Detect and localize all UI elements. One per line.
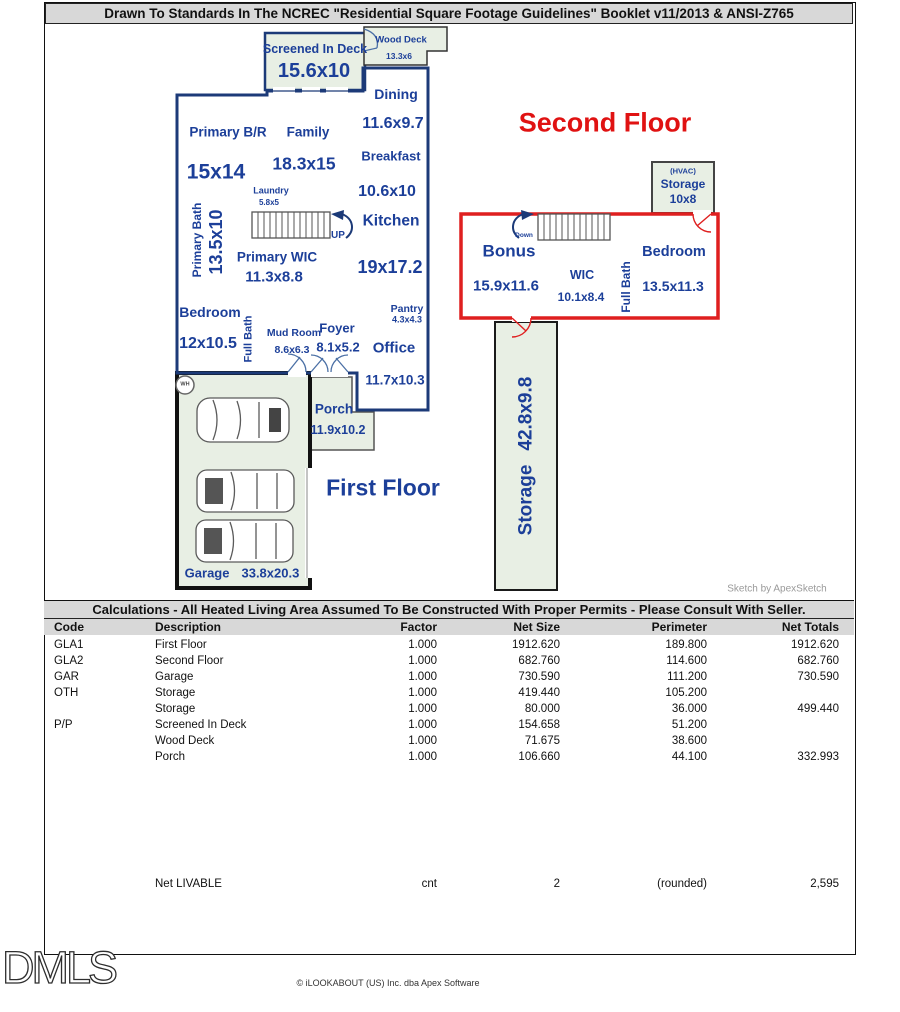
- table-header-row: [44, 619, 854, 635]
- cell-perimeter: 105.200: [665, 687, 707, 699]
- cell-net-size: 80.000: [524, 703, 560, 715]
- cell-description: Garage: [155, 671, 194, 683]
- calculations-table: [44, 600, 854, 954]
- col-code: Code: [54, 620, 84, 634]
- sketch-credit: Sketch by ApexSketch: [727, 583, 827, 595]
- room-dims-office: 11.7x10.3: [365, 372, 425, 388]
- cell-code: P/P: [54, 719, 73, 731]
- cell-net-totals: 682.760: [797, 655, 839, 667]
- room-label-bonus: Bonus: [482, 241, 536, 261]
- cell-description: First Floor: [155, 639, 207, 651]
- dmls-watermark: [0, 938, 140, 998]
- cell-net-totals: 499.440: [797, 703, 839, 715]
- room-label-wood-deck: Wood Deck: [375, 34, 427, 46]
- cell-description: Screened In Deck: [155, 719, 247, 731]
- cell-net-totals: 1912.620: [791, 639, 839, 651]
- room-dims-laundry: 5.8x5: [258, 198, 280, 207]
- room-dims-foyer: 8.1x5.2: [316, 339, 360, 355]
- first-floor-title: First Floor: [326, 474, 440, 501]
- calculations-title: Calculations - All Heated Living Area Assumed To Be Constructed With Proper Permits - Please Consult With Seller.: [44, 601, 854, 619]
- net-livable-count: 2: [553, 878, 560, 890]
- net-livable-total: 2,595: [810, 878, 839, 890]
- room-dims-wood-deck: 13.3x6: [386, 50, 412, 61]
- cell-perimeter: 38.600: [671, 735, 707, 747]
- cell-description: Storage: [155, 687, 196, 699]
- room-label-storage-tall: [517, 377, 536, 536]
- col-factor: Factor: [400, 620, 437, 634]
- room-dims-primary-bath: 13.5x10: [206, 209, 226, 275]
- cell-code: GLA2: [54, 655, 84, 667]
- room-dims-screened-in-deck: 15.6x10: [277, 60, 351, 82]
- cell-code: [54, 733, 155, 749]
- cell-description: Porch: [155, 751, 186, 763]
- cell-code: [54, 701, 155, 717]
- table-row: [44, 717, 854, 733]
- room-label-hvac-storage: Storage: [660, 177, 706, 191]
- room-label-kitchen: Kitchen: [362, 212, 420, 230]
- up-label: UP: [331, 230, 345, 241]
- cell-perimeter: 51.200: [671, 719, 707, 731]
- table-body: [44, 637, 854, 892]
- cell-net-totals: [707, 685, 839, 701]
- cell-net-size: 1912.620: [512, 639, 560, 651]
- cell-factor: 1.000: [408, 703, 437, 715]
- room-label-porch: Porch: [314, 401, 354, 417]
- standards-header: Drawn To Standards In The NCREC "Residential Square Footage Guidelines" Booklet v11/2013 & ANSI-Z765: [45, 3, 853, 24]
- room-label-primary-br: Primary B/R: [189, 124, 267, 140]
- room-label-screened-in-deck: Screened In Deck: [262, 41, 368, 56]
- garage-door-opening: [305, 468, 314, 578]
- table-row: [44, 733, 854, 749]
- table-row: [44, 669, 854, 685]
- room-dims-hvac-storage: 10x8: [669, 192, 697, 206]
- cell-factor: 1.000: [408, 719, 437, 731]
- cell-factor: 1.000: [408, 671, 437, 683]
- cell-factor: 1.000: [408, 735, 437, 747]
- cell-factor: 1.000: [408, 751, 437, 763]
- cell-perimeter: 36.000: [671, 703, 707, 715]
- cell-code: [54, 876, 155, 892]
- car-icon: [196, 520, 293, 562]
- net-livable-rounded: (rounded): [657, 878, 707, 890]
- room-label-office: Office: [372, 339, 416, 357]
- cell-code: GAR: [54, 671, 79, 683]
- room-dims-family: 18.3x15: [272, 153, 336, 174]
- cell-net-size: 682.760: [518, 655, 560, 667]
- cell-factor: 1.000: [408, 639, 437, 651]
- second-floor-title: Second Floor: [518, 107, 692, 138]
- garage-name: Garage: [184, 565, 230, 581]
- cell-code: GLA1: [54, 639, 84, 651]
- col-description: Description: [155, 620, 222, 634]
- hvac-tag: (HVAC): [670, 166, 696, 176]
- col-perimeter: Perimeter: [651, 620, 707, 634]
- room-label-breakfast: Breakfast: [361, 148, 421, 164]
- cell-net-totals: [707, 717, 839, 733]
- cell-net-size: 154.658: [518, 719, 560, 731]
- table-row: [44, 685, 854, 701]
- garage-dims: 33.8x20.3: [241, 565, 300, 581]
- storage-tall-name: Storage: [515, 464, 537, 536]
- cell-factor: 1.000: [408, 655, 437, 667]
- room-dims-pantry: 4.3x4.3: [391, 314, 423, 325]
- net-livable-factor: cnt: [421, 878, 437, 890]
- col-net-size: Net Size: [513, 620, 560, 634]
- room-label-family: Family: [286, 124, 330, 140]
- room-dims-primary-br: 15x14: [186, 160, 246, 184]
- cell-net-size: 71.675: [524, 735, 560, 747]
- water-heater-label: WH: [180, 381, 190, 388]
- room-dims-primary-wic: 11.3x8.8: [245, 268, 303, 286]
- room-label-bedroom-first: Bedroom: [179, 304, 241, 320]
- cell-net-size: 106.660: [518, 751, 560, 763]
- cell-net-totals: 730.590: [797, 671, 839, 683]
- room-dims-breakfast: 10.6x10: [358, 183, 416, 200]
- room-dims-bonus: 15.9x11.6: [473, 277, 539, 295]
- net-livable-row: [44, 876, 854, 892]
- cell-perimeter: 114.600: [666, 655, 707, 667]
- cell-description: Wood Deck: [155, 735, 215, 747]
- room-dims-bedroom-second: 13.5x11.3: [642, 278, 704, 294]
- cell-net-size: 419.440: [518, 687, 560, 699]
- room-label-foyer: Foyer: [319, 320, 355, 336]
- room-label-mud-room: Mud Room: [266, 326, 322, 339]
- down-label: Down: [515, 231, 533, 239]
- room-dims-wic-second: 10.1x8.4: [557, 290, 605, 304]
- room-label-dining: Dining: [374, 86, 418, 102]
- room-label-garage: [185, 567, 300, 580]
- room-label-bedroom-second: Bedroom: [642, 243, 706, 260]
- room-label-full-bath-first: Full Bath: [242, 315, 255, 363]
- cell-net-totals: [707, 733, 839, 749]
- stairs-second-floor: [538, 214, 610, 240]
- car-icon: [197, 398, 289, 442]
- cell-net-size: 730.590: [518, 671, 560, 683]
- room-dims-mud-room: 8.6x6.3: [274, 343, 310, 356]
- table-row: [44, 701, 854, 717]
- cell-factor: 1.000: [408, 687, 437, 699]
- room-label-primary-bath: Primary Bath: [190, 202, 204, 278]
- room-label-full-bath-second: Full Bath: [619, 261, 633, 313]
- window-icons: [273, 87, 348, 95]
- room-dims-kitchen: 19x17.2: [357, 257, 423, 277]
- room-dims-bedroom-first: 12x10.5: [179, 335, 237, 352]
- room-label-laundry: Laundry: [253, 185, 289, 196]
- cell-perimeter: 44.100: [671, 751, 707, 763]
- stairs-first-floor: [252, 212, 330, 238]
- table-row: [44, 749, 854, 765]
- room-label-pantry: Pantry: [390, 302, 424, 315]
- cell-perimeter: 111.200: [667, 671, 707, 683]
- room-label-primary-wic: Primary WIC: [236, 249, 318, 265]
- cell-description: Second Floor: [155, 655, 224, 667]
- copyright-footer: © iLOOKABOUT (US) Inc. dba Apex Software: [296, 978, 480, 988]
- cell-net-totals: 332.993: [797, 751, 839, 763]
- cell-code: OTH: [54, 687, 79, 699]
- net-livable-label: Net LIVABLE: [155, 878, 222, 890]
- cell-code: [54, 749, 155, 765]
- car-icon: [197, 470, 294, 512]
- storage-tall-dims: 42.8x9.8: [515, 376, 537, 451]
- table-row: [44, 637, 854, 653]
- col-net-totals: Net Totals: [781, 620, 839, 634]
- cell-perimeter: 189.800: [665, 639, 707, 651]
- dmls-watermark-text: DMLS: [2, 942, 116, 993]
- room-label-wic-second: WIC: [569, 267, 595, 282]
- room-dims-porch: 11.9x10.2: [310, 422, 366, 437]
- table-row: [44, 653, 854, 669]
- cell-description: Storage: [155, 703, 196, 715]
- room-dims-dining: 11.6x9.7: [362, 115, 424, 132]
